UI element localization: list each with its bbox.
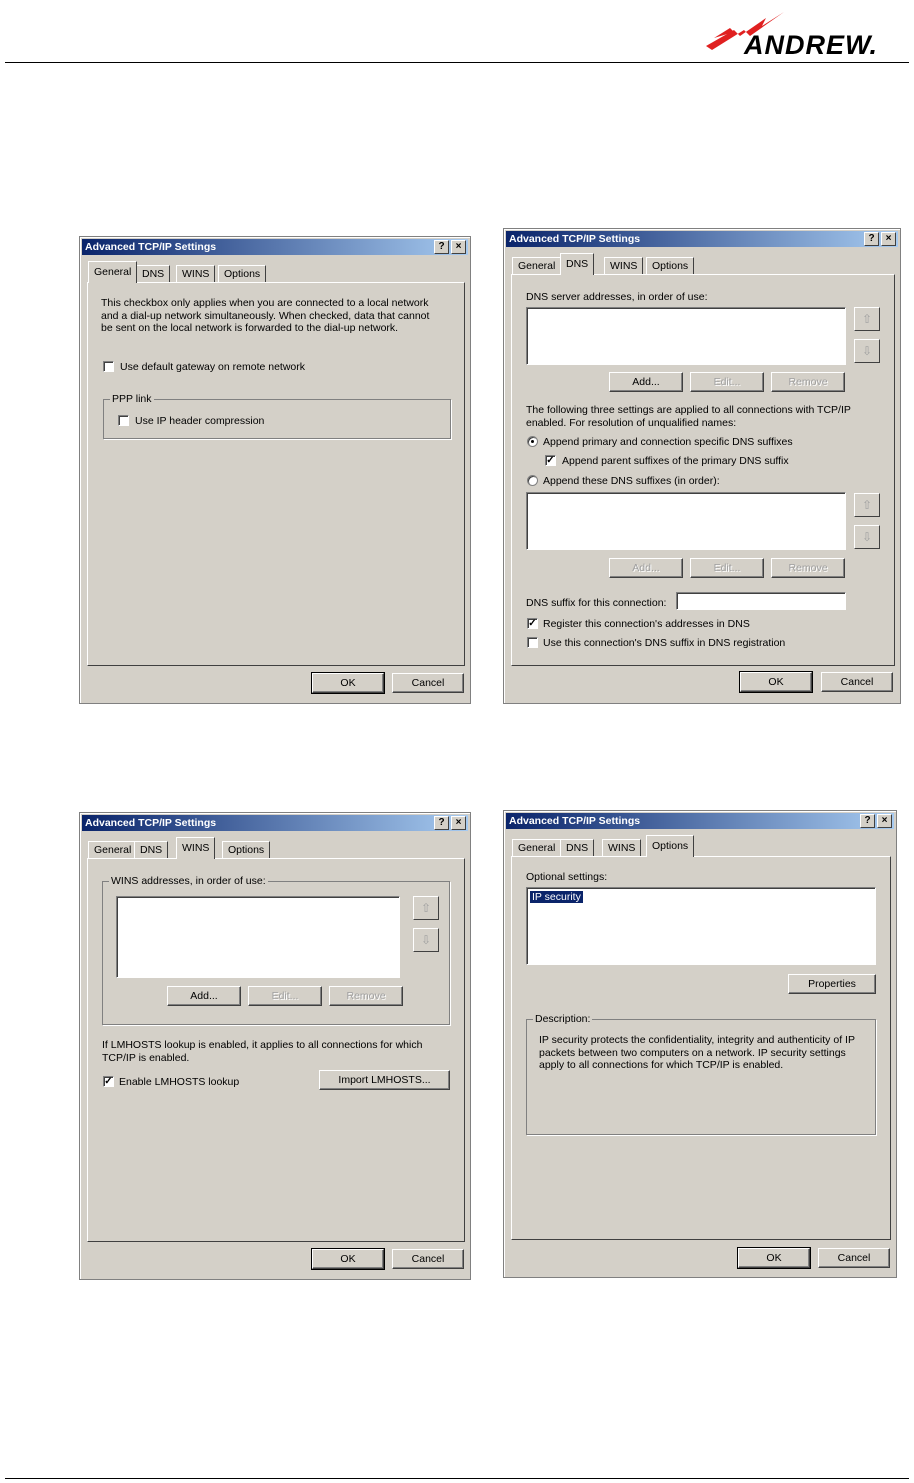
down-arrow-icon: ⇩ xyxy=(420,933,432,947)
dns-edit-button[interactable]: Edit... xyxy=(690,372,764,392)
description-group xyxy=(526,1013,876,1135)
dns-suffix-label: DNS suffix for this connection: xyxy=(526,597,667,609)
ppp-link-label: PPP link xyxy=(112,393,152,405)
footer-rule xyxy=(5,1478,909,1479)
cancel-button[interactable]: Cancel xyxy=(392,673,464,693)
register-checkbox[interactable] xyxy=(527,618,538,629)
up-arrow-icon: ⇧ xyxy=(420,901,432,915)
ip-header-compression-checkbox[interactable] xyxy=(118,415,129,426)
tab-dns[interactable]: DNS xyxy=(560,253,594,275)
append-these-radio[interactable] xyxy=(527,475,538,486)
wins-add-button[interactable]: Add... xyxy=(167,986,241,1006)
tab-dns[interactable]: DNS xyxy=(560,839,594,856)
suffix-move-up-button[interactable] xyxy=(854,493,880,517)
ppp-link-group xyxy=(103,393,451,439)
logo-text: ANDREW. xyxy=(744,30,878,60)
dialog-title: Advanced TCP/IP Settings xyxy=(85,817,217,829)
register-label: Register this connection's addresses in DNS xyxy=(543,618,750,630)
title-bar xyxy=(82,239,468,255)
ok-button[interactable]: OK xyxy=(312,1249,384,1269)
header-rule xyxy=(5,62,909,63)
ok-button[interactable]: OK xyxy=(738,1248,810,1268)
close-button[interactable]: × xyxy=(881,232,896,246)
tab-general[interactable]: General xyxy=(88,261,137,283)
append-parent-checkbox[interactable] xyxy=(545,455,556,466)
move-up-button[interactable] xyxy=(854,307,880,331)
wins-addresses-group xyxy=(102,875,450,1025)
tab-dns[interactable]: DNS xyxy=(134,841,168,858)
append-primary-label: Append primary and connection specific DNS suffixes xyxy=(543,436,793,448)
lmhosts-description: If LMHOSTS lookup is enabled, it applies to all connections for which TCP/IP is enabled. xyxy=(102,1039,423,1064)
suffix-add-button[interactable]: Add... xyxy=(609,558,683,578)
check-icon: ✓ xyxy=(546,455,555,466)
tab-options[interactable]: Options xyxy=(218,265,266,282)
dialog-title: Advanced TCP/IP Settings xyxy=(509,815,641,827)
tab-general[interactable]: General xyxy=(512,257,561,274)
down-arrow-icon: ⇩ xyxy=(861,530,873,544)
dns-server-list[interactable] xyxy=(526,307,846,365)
enable-lmhosts-label: Enable LMHOSTS lookup xyxy=(119,1076,240,1088)
ip-header-compression-label: Use IP header compression xyxy=(135,415,265,427)
dns-suffix-list[interactable] xyxy=(526,492,846,550)
tab-options[interactable]: Options xyxy=(646,835,694,857)
dialog-title: Advanced TCP/IP Settings xyxy=(509,233,641,245)
dialog-dns xyxy=(503,228,901,704)
ok-button[interactable]: OK xyxy=(312,673,384,693)
up-arrow-icon: ⇧ xyxy=(861,312,873,326)
ok-button[interactable]: OK xyxy=(740,672,812,692)
default-gateway-label: Use default gateway on remote network xyxy=(120,361,306,373)
dns-add-button[interactable]: Add... xyxy=(609,372,683,392)
tab-panel xyxy=(87,282,465,666)
tab-dns[interactable]: DNS xyxy=(136,265,170,282)
title-bar xyxy=(506,231,898,247)
default-gateway-checkbox[interactable] xyxy=(103,361,114,372)
dns-suffix-input[interactable] xyxy=(676,592,846,610)
tab-panel xyxy=(87,858,465,1242)
move-down-button[interactable] xyxy=(413,928,439,952)
up-arrow-icon: ⇧ xyxy=(861,498,873,512)
dialog-title: Advanced TCP/IP Settings xyxy=(85,241,217,253)
tab-wins[interactable]: WINS xyxy=(602,839,641,856)
check-icon: ✓ xyxy=(104,1076,113,1087)
close-button[interactable]: × xyxy=(877,814,892,828)
close-button[interactable]: × xyxy=(451,816,466,830)
tab-wins[interactable]: WINS xyxy=(604,257,643,274)
description-label: Description: xyxy=(535,1013,591,1025)
cancel-button[interactable]: Cancel xyxy=(821,672,893,692)
down-arrow-icon: ⇩ xyxy=(861,344,873,358)
wins-remove-button[interactable]: Remove xyxy=(329,986,403,1006)
tab-panel xyxy=(511,274,895,666)
andrew-logo xyxy=(704,8,909,60)
append-primary-radio[interactable] xyxy=(527,436,538,447)
optional-settings-label: Optional settings: xyxy=(526,871,608,883)
dns-settings-description: The following three settings are applied to all connections with TCP/IP enabled. For resolution of unqualified names: xyxy=(526,404,851,429)
help-button[interactable]: ? xyxy=(860,814,875,828)
suffix-edit-button[interactable]: Edit... xyxy=(690,558,764,578)
append-parent-label: Append parent suffixes of the primary DNS suffix xyxy=(562,455,789,467)
wins-address-list[interactable] xyxy=(116,896,400,978)
use-suffix-label: Use this connection's DNS suffix in DNS registration xyxy=(543,637,786,649)
list-item[interactable]: IP security xyxy=(532,891,581,903)
use-suffix-checkbox[interactable] xyxy=(527,637,538,648)
help-button[interactable]: ? xyxy=(434,240,449,254)
dns-remove-button[interactable]: Remove xyxy=(771,372,845,392)
cancel-button[interactable]: Cancel xyxy=(818,1248,890,1268)
wins-addresses-label: WINS addresses, in order of use: xyxy=(111,875,266,887)
move-down-button[interactable] xyxy=(854,339,880,363)
tab-panel xyxy=(511,856,891,1240)
tab-options[interactable]: Options xyxy=(646,257,694,274)
wins-edit-button[interactable]: Edit... xyxy=(248,986,322,1006)
tab-wins[interactable]: WINS xyxy=(176,265,215,282)
suffix-remove-button[interactable]: Remove xyxy=(771,558,845,578)
tab-general[interactable]: General xyxy=(88,841,137,858)
description-text: IP security protects the confidentiality, integrity and authenticity of IP packets between two computers on a network. IP security settings apply to all connections for which TCP/IP is enabled. xyxy=(539,1034,855,1071)
tab-options[interactable]: Options xyxy=(222,841,270,858)
optional-settings-list[interactable] xyxy=(526,887,876,965)
title-bar xyxy=(506,813,894,829)
import-lmhosts-button[interactable]: Import LMHOSTS... xyxy=(319,1070,450,1090)
title-bar xyxy=(82,815,468,831)
help-button[interactable]: ? xyxy=(434,816,449,830)
suffix-move-down-button[interactable] xyxy=(854,525,880,549)
properties-button[interactable]: Properties xyxy=(788,974,876,994)
cancel-button[interactable]: Cancel xyxy=(392,1249,464,1269)
dialog-general xyxy=(79,236,471,704)
general-description: This checkbox only applies when you are connected to a local network and a dial-up network simultaneously. When checked, data that cannot be sent on the local network is forwarded to the dial-up network. xyxy=(101,297,430,334)
tab-general[interactable]: General xyxy=(512,839,561,856)
dialog-wins xyxy=(79,812,471,1280)
append-these-label: Append these DNS suffixes (in order): xyxy=(543,475,720,487)
close-button[interactable]: × xyxy=(451,240,466,254)
tab-wins[interactable]: WINS xyxy=(176,837,215,859)
help-button[interactable]: ? xyxy=(864,232,879,246)
check-icon: ✓ xyxy=(528,618,537,629)
move-up-button[interactable] xyxy=(413,896,439,920)
dialog-options xyxy=(503,810,897,1278)
dns-server-list-label: DNS server addresses, in order of use: xyxy=(526,291,708,303)
enable-lmhosts-checkbox[interactable] xyxy=(103,1076,114,1087)
